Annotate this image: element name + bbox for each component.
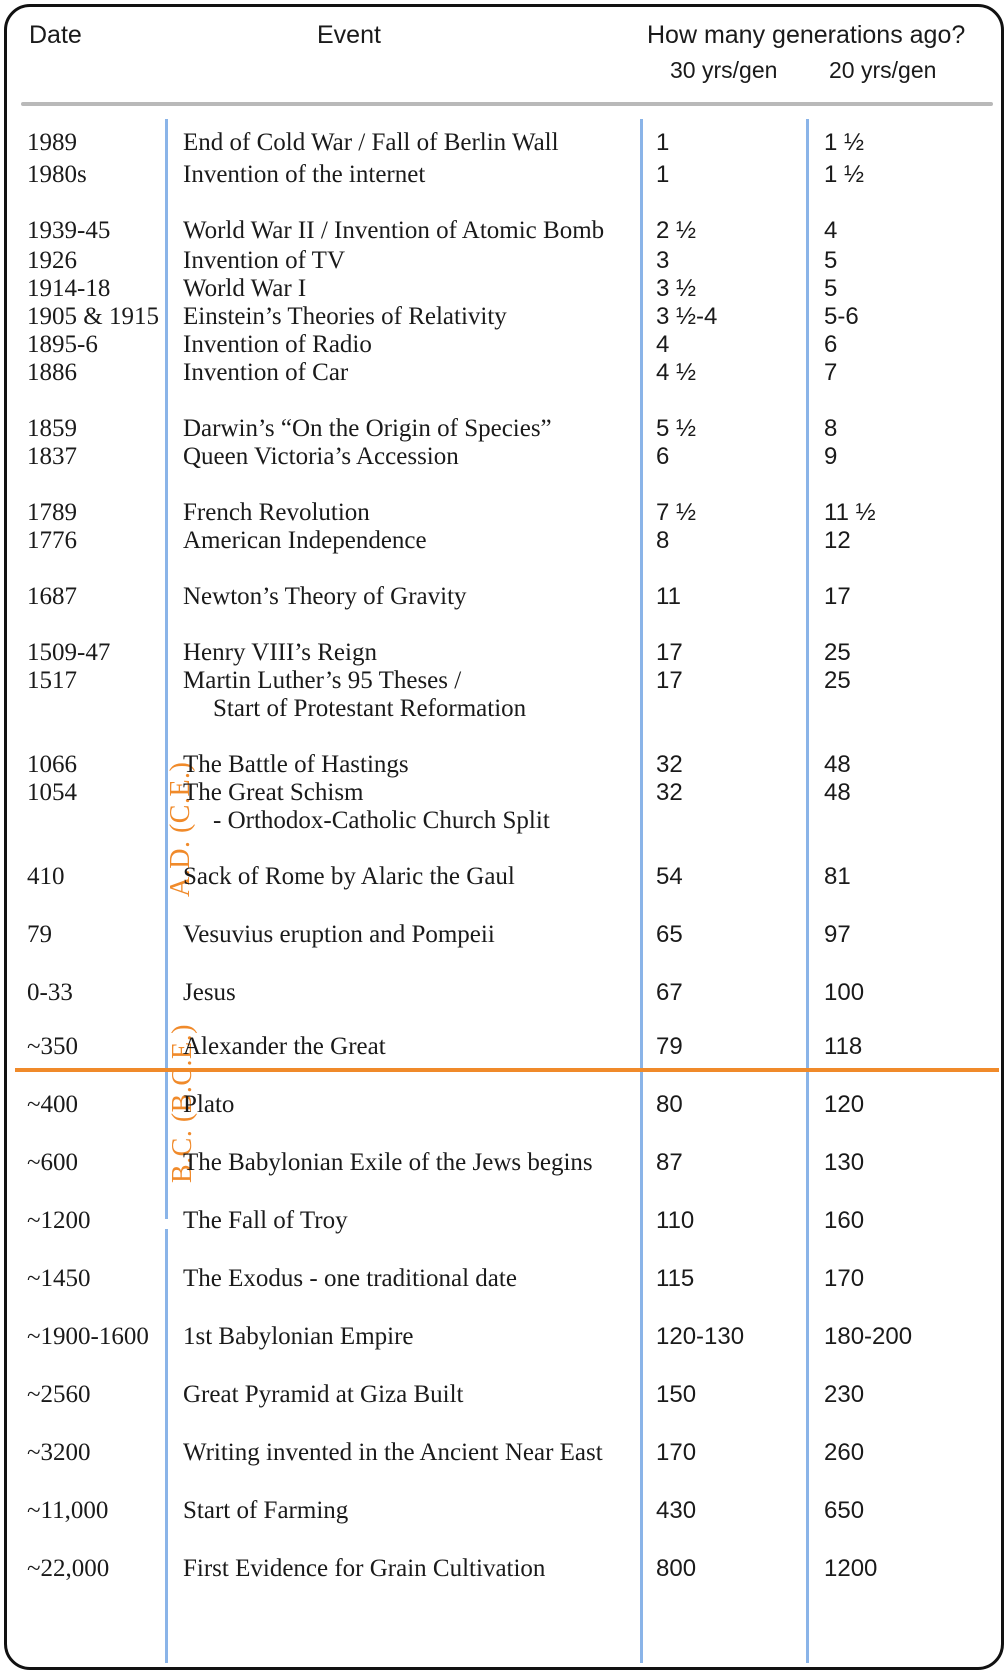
cell-date: ~600: [27, 1149, 79, 1176]
cell-date: 1859: [27, 415, 77, 442]
cell-generations-20: 97: [824, 921, 851, 948]
cell-event: Einstein’s Theories of Relativity: [183, 303, 507, 330]
cell-event: Newton’s Theory of Gravity: [183, 583, 467, 610]
cell-event: Writing invented in the Ancient Near East: [183, 1439, 603, 1466]
cell-event: Jesus: [183, 979, 236, 1006]
cell-generations-20: 5-6: [824, 303, 859, 330]
cell-date: 1886: [27, 359, 77, 386]
cell-date: 1905 & 1915: [27, 303, 159, 330]
cell-date: 1895-6: [27, 331, 98, 358]
cell-generations-20: 9: [824, 443, 838, 470]
cell-event: Great Pyramid at Giza Built: [183, 1381, 464, 1408]
cell-generations-20: 17: [824, 583, 851, 610]
cell-generations-30: 1: [656, 129, 670, 156]
cell-date: 1980s: [27, 161, 87, 188]
cell-generations-30: 170: [656, 1439, 697, 1466]
cell-generations-20: 48: [824, 751, 851, 778]
cell-event: French Revolution: [183, 499, 370, 526]
cell-date: 1776: [27, 527, 77, 554]
cell-generations-30: 115: [656, 1265, 695, 1292]
cell-event: Invention of TV: [183, 247, 346, 274]
cell-event: American Independence: [183, 527, 427, 554]
cell-date: ~350: [27, 1033, 79, 1060]
cell-generations-20: 230: [824, 1381, 865, 1408]
cell-event: Invention of the internet: [183, 161, 426, 188]
cell-generations-30: 32: [656, 779, 683, 806]
vertical-rule-col20: [806, 119, 809, 1663]
cell-event: Invention of Car: [183, 359, 349, 386]
cell-generations-20: 5: [824, 275, 838, 302]
cell-generations-20: 130: [824, 1149, 865, 1176]
table-body: [7, 111, 1004, 1670]
cell-generations-20: 4: [824, 217, 838, 244]
cell-date: 1926: [27, 247, 77, 274]
cell-generations-30: 8: [656, 527, 670, 554]
cell-event: Henry VIII’s Reign: [183, 639, 377, 666]
cell-generations-20: 5: [824, 247, 838, 274]
cell-generations-20: 180-200: [824, 1323, 913, 1350]
cell-date: 410: [27, 863, 65, 890]
cell-date: ~400: [27, 1091, 79, 1118]
cell-generations-20: 650: [824, 1497, 865, 1524]
cell-generations-20: 25: [824, 639, 851, 666]
cell-date: 1054: [27, 779, 77, 806]
cell-event: 1st Babylonian Empire: [183, 1323, 414, 1350]
cell-generations-30: 430: [656, 1497, 697, 1524]
cell-generations-20: 1 ½: [824, 161, 865, 188]
cell-generations-20: 12: [824, 527, 851, 554]
ad-bc-divider: [15, 1068, 999, 1072]
cell-generations-20: 260: [824, 1439, 865, 1466]
cell-event: Start of Protestant Reformation: [213, 695, 527, 722]
cell-generations-20: 8: [824, 415, 838, 442]
cell-generations-30: 79: [656, 1033, 683, 1060]
cell-event: Queen Victoria’s Accession: [183, 443, 459, 470]
cell-generations-20: 25: [824, 667, 851, 694]
cell-date: ~11,000: [27, 1497, 109, 1524]
cell-generations-30: 80: [656, 1091, 683, 1118]
cell-generations-30: 7 ½: [656, 499, 697, 526]
cell-generations-30: 4 ½: [656, 359, 697, 386]
cell-date: 1789: [27, 499, 77, 526]
cell-generations-30: 1: [656, 161, 670, 188]
cell-generations-20: 11 ½: [824, 499, 876, 526]
cell-generations-20: 100: [824, 979, 865, 1006]
cell-generations-30: 32: [656, 751, 683, 778]
cell-event: World War I: [183, 275, 307, 302]
era-label-bc: B.C. (B.C.E.): [167, 1024, 198, 1183]
cell-date: 1914-18: [27, 275, 111, 302]
cell-date: ~1900-1600: [27, 1323, 149, 1350]
cell-generations-30: 67: [656, 979, 683, 1006]
cell-generations-30: 150: [656, 1381, 697, 1408]
cell-event: Alexander the Great: [183, 1033, 386, 1060]
cell-date: 79: [27, 921, 52, 948]
cell-event: The Battle of Hastings: [183, 751, 409, 778]
cell-date: 0-33: [27, 979, 73, 1006]
cell-generations-30: 110: [656, 1207, 695, 1234]
cell-date: 1517: [27, 667, 77, 694]
cell-generations-30: 800: [656, 1555, 697, 1582]
cell-event: End of Cold War / Fall of Berlin Wall: [183, 129, 559, 156]
cell-generations-20: 7: [824, 359, 838, 386]
cell-event: Vesuvius eruption and Pompeii: [183, 921, 495, 948]
column-header-date: Date: [29, 21, 82, 49]
cell-event: Start of Farming: [183, 1497, 349, 1524]
cell-date: 1687: [27, 583, 77, 610]
cell-event: World War II / Invention of Atomic Bomb: [183, 217, 605, 244]
cell-event: The Exodus - one traditional date: [183, 1265, 517, 1292]
cell-generations-20: 6: [824, 331, 838, 358]
cell-date: ~3200: [27, 1439, 91, 1466]
cell-generations-30: 87: [656, 1149, 683, 1176]
cell-date: ~22,000: [27, 1555, 110, 1582]
cell-generations-20: 1200: [824, 1555, 878, 1582]
vertical-rule-col30: [640, 119, 643, 1663]
cell-date: 1939-45: [27, 217, 111, 244]
cell-generations-30: 3 ½: [656, 275, 697, 302]
cell-date: ~1450: [27, 1265, 91, 1292]
header-divider: [21, 102, 993, 106]
cell-generations-20: 120: [824, 1091, 865, 1118]
cell-event: First Evidence for Grain Cultivation: [183, 1555, 546, 1582]
cell-generations-20: 1 ½: [824, 129, 865, 156]
cell-generations-30: 2 ½: [656, 217, 697, 244]
cell-generations-30: 54: [656, 863, 683, 890]
cell-generations-30: 6: [656, 443, 670, 470]
cell-generations-30: 17: [656, 639, 683, 666]
cell-generations-30: 5 ½: [656, 415, 697, 442]
cell-event: The Fall of Troy: [183, 1207, 348, 1234]
timeline-table-card: [4, 4, 1004, 1670]
cell-generations-20: 81: [824, 863, 851, 890]
cell-event: Invention of Radio: [183, 331, 372, 358]
cell-generations-30: 65: [656, 921, 683, 948]
cell-event: The Babylonian Exile of the Jews begins: [183, 1149, 593, 1176]
cell-date: 1989: [27, 129, 77, 156]
cell-generations-30: 120-130: [656, 1323, 745, 1350]
cell-generations-20: 48: [824, 779, 851, 806]
column-header-generations: How many generations ago?: [647, 21, 966, 49]
cell-event: Plato: [183, 1091, 235, 1118]
cell-date: ~1200: [27, 1207, 91, 1234]
cell-event: - Orthodox-Catholic Church Split: [213, 807, 550, 834]
cell-date: 1837: [27, 443, 77, 470]
table-header: [7, 7, 1001, 95]
cell-generations-20: 118: [824, 1033, 863, 1060]
cell-date: ~2560: [27, 1381, 91, 1408]
cell-generations-30: 3 ½-4: [656, 303, 718, 330]
column-header-30yrs: 30 yrs/gen: [670, 57, 778, 83]
cell-date: 1509-47: [27, 639, 111, 666]
cell-generations-30: 4: [656, 331, 670, 358]
cell-generations-20: 170: [824, 1265, 865, 1292]
cell-event: The Great Schism: [183, 779, 364, 806]
cell-event: Sack of Rome by Alaric the Gaul: [183, 863, 515, 890]
cell-event: Darwin’s “On the Origin of Species”: [183, 415, 552, 442]
cell-generations-30: 3: [656, 247, 670, 274]
cell-date: 1066: [27, 751, 77, 778]
cell-event: Martin Luther’s 95 Theses /: [183, 667, 462, 694]
cell-generations-20: 160: [824, 1207, 865, 1234]
era-label-ad: A.D. (C.E.): [165, 761, 196, 897]
cell-generations-30: 11: [656, 583, 681, 610]
cell-generations-30: 17: [656, 667, 683, 694]
column-header-20yrs: 20 yrs/gen: [829, 57, 937, 83]
column-header-event: Event: [317, 21, 381, 49]
